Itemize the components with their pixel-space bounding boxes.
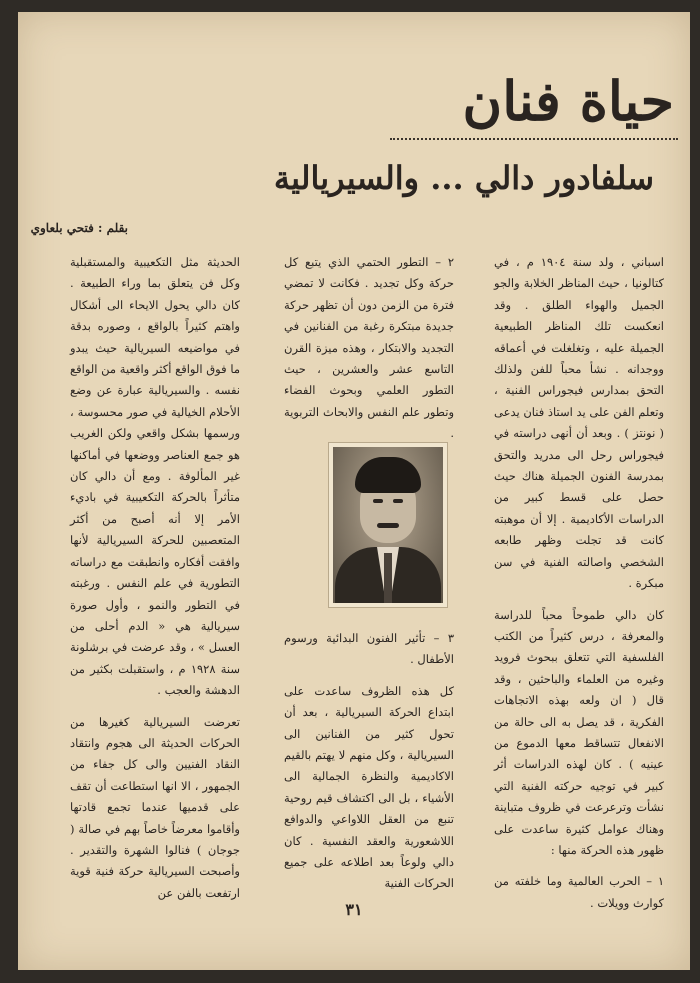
text-column-left — [70, 252, 240, 914]
byline: بقلم : فتحي بلعاوي — [30, 221, 128, 235]
text-column-middle-lower — [284, 628, 454, 905]
hair-shape — [355, 457, 421, 493]
portrait-image — [333, 447, 443, 603]
article-headline: سلفادور دالي ... والسيريالية — [273, 159, 654, 197]
paragraph: الحديثة مثل التكعيبية والمستقبلية وكل فن يتعلق بما وراء الطبيعة . كان دالي يحول الايحاء الى أشكال واهتم كثيراً بالواقع ، وصوره بدقة في مواضيعه السيريالية حيث يبدو ما فوق الواقع أكثر واقعية من الواقع نفسه . والسيريالية عبارة عن وضع الأحلام الخيالية في صور محسوسة ، ورسمها بشكل واقعي ولكن الغريب هو جمع العناصر ووضعها في أماكنها غير المألوفة . ومع أن دالي كان متأثراً بالحركة التكعيبية في باديء الأمر إلا أنه أصبح من أكثر المتعصبين للحركة السيريالية لأنها وافقت أفكاره وانطبقت مع دراساته التطورية في علم النفس . ورغبته في التطور والنمو ، وأول صورة سيريالية هي « الدم أحلى من العسل » ، وقد عرضت في برشلونة سنة ١٩٢٨ م ، واستقبلت بكثير من الدهشة والعجب . — [70, 255, 240, 698]
paragraph: تعرضت السيريالية كغيرها من الحركات الحديثة الى هجوم وانتقاد النقاد الفنيين والى كل جفاء من الجمهور ، الا انها استطاعت أن تقف على قدميها عندما تجمع قادتها وأقاموا معرضاً خاصاً بهم في صالة ( جوجان ) فنالوا الشهرة والتقدير . وأصبحت السيريالية حركة فنية قوية ارتفعت بالفن عن — [70, 714, 240, 900]
eye-shape — [393, 499, 403, 503]
tie-shape — [384, 553, 392, 603]
eye-shape — [373, 499, 383, 503]
masthead-divider — [390, 138, 678, 140]
text-column-middle — [284, 252, 454, 455]
mustache-shape — [377, 523, 399, 528]
paragraph: ٢ – التطور الحتمي الذي يتبع كل حركة وكل تجديد . فكانت لا تمضي فترة من الزمن دون أن تظهر حركة جديدة مبتكرة رغبة من الفنانين في التجديد والابتكار ، وهذه ميزة القرن التاسع عشر والعشرين ، حيث التطور العلمي وبحوث الفضاء وتطور علم النفس والابحاث التربوية . — [284, 255, 454, 441]
paragraph: كل هذه الظروف ساعدت على ابتداع الحركة السيريالية ، بعد أن تحول كثير من الفنانين الى السيريالية ، وكل منهم لا يهتم بالقيم الاكاديمية والنظرة الجمالية الى الأشياء ، بل الى اكتشاف قيم روحية تنبع من العقل اللاواعي والدوافع اللاشعورية والعقد النفسية . كان دالي ولوعاً بعد اطلاعه على جميع الحركات الفنية — [284, 683, 454, 891]
magazine-page — [18, 12, 690, 970]
paragraph: كان دالي طموحاً محباً للدراسة والمعرفة ، درس كثيراً من الكتب الفلسفية التي تتعلق ببحوث فرويد وغيره من العلماء والباحثين ، وقد قال ( ان ولعه بهذه الاتجاهات الفكرية ، قد يصل به الى حالة من الانفعال تتساقط معها الدموع من عينيه ) . كان لهذه الدراسات أثر كبير في توجيه حركته الفنية التي نشأت وترعرعت في ظروف متباينة وهناك عوامل كثيرة ساعدت على ظهور هذه الحركة منها : — [494, 607, 664, 857]
paragraph: ١ – الحرب العالمية وما خلفته من كوارث وويلات . — [494, 874, 664, 910]
text-column-right — [494, 252, 664, 924]
masthead-title: حياة فنان — [462, 69, 674, 133]
portrait-photo — [328, 442, 448, 608]
list-item-caption: ٣ – تأثير الفنون البدائية ورسوم الأطفال . — [284, 631, 454, 667]
paragraph: اسباني ، ولد سنة ١٩٠٤ م ، في كتالونيا ، حيث المناظر الخلابة والجو الجميل والهواء الطلق . وقد انعكست تلك المناظر الطبيعية الجميلة عليه ، وتغلغلت في أعماقه ووجدانه . نشأ محباً للفن ولذلك التحق بمدارس فيجوراس الفنية ، وتعلم الفن على يد استاذ فنان يدعى ( نونتز ) . وبعد أن أنهى دراسته في فيجوراس رحل الى مدريد والتحق بمدرسة الفنون الجميلة هناك حيث حصل على قسط كبير من الدراسات الأكاديمية . إلا أن موهبته كانت قد تجلت وظهر طابعه الشخصي واصالته الفنية في سن مبكرة . — [494, 255, 664, 591]
page-number: ٣١ — [345, 900, 363, 919]
